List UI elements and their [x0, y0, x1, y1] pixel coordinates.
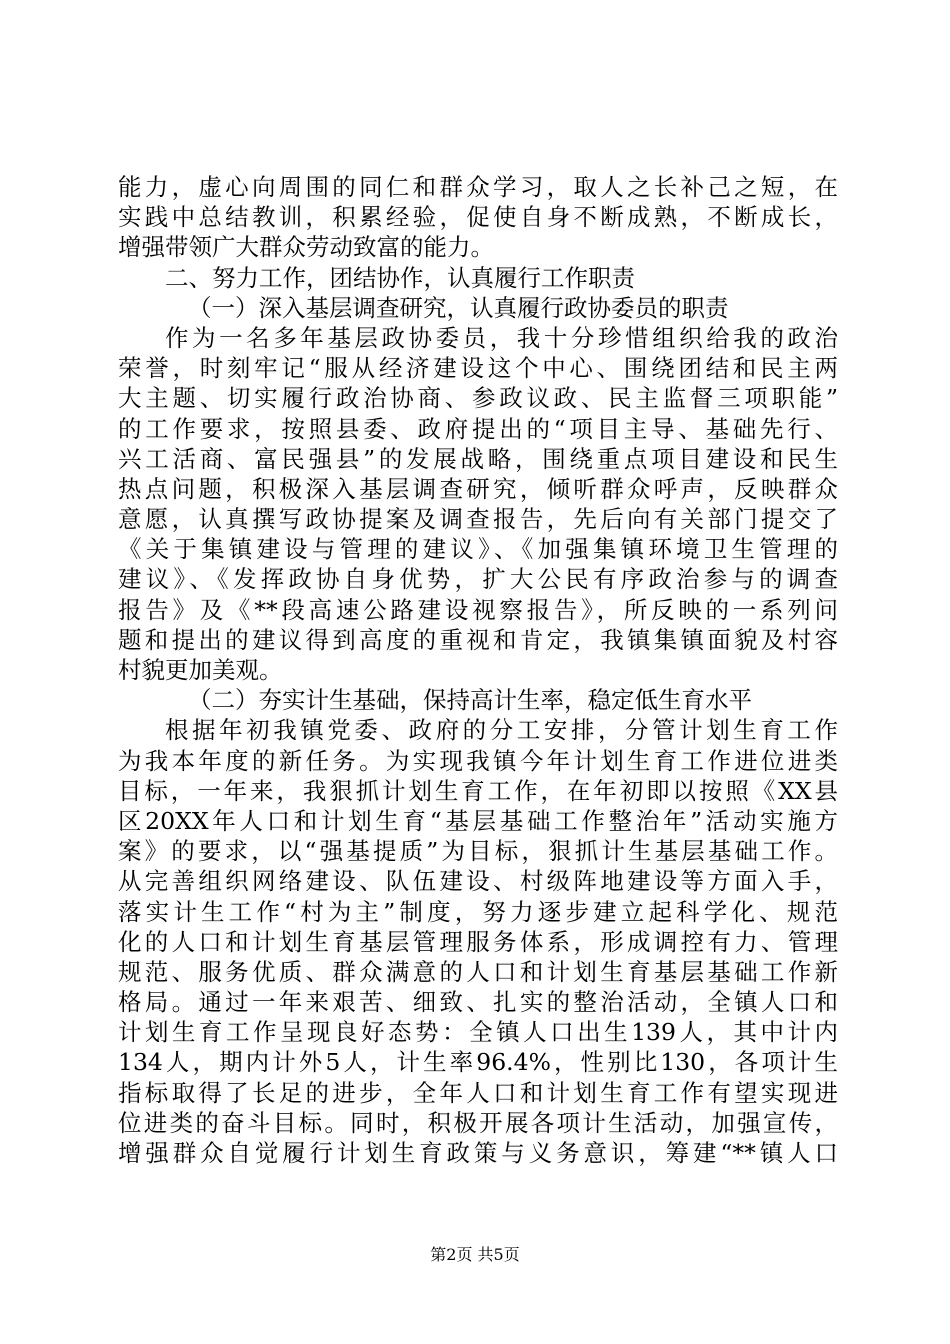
text-line: 从完善组织网络建设、队伍建设、村级阵地建设等方面入手， [118, 867, 838, 896]
text-line: 格局。通过一年来艰苦、细致、扎实的整治活动，全镇人口和 [118, 988, 838, 1017]
text-line: 实践中总结教训，积累经验，促使自身不断成熟，不断成长， [118, 203, 838, 232]
section-heading: 二、努力工作，团结协作，认真履行工作职责 [165, 263, 635, 292]
text-line: 《关于集镇建设与管理的建议》、《加强集镇环境卫生管理的 [118, 535, 838, 564]
text-line: 案》的要求，以“强基提质”为目标，狠抓计生基层基础工作。 [118, 837, 838, 866]
text-line: 作为一名多年基层政协委员，我十分珍惜组织给我的政治 [165, 323, 838, 352]
page-footer [0, 1245, 950, 1265]
subsection-heading: （二）夯实计生基础，保持高计生率，稳定低生育水平 [188, 686, 752, 715]
text-line: 区20XX年人口和计划生育“基层基础工作整治年”活动实施方 [118, 806, 838, 835]
text-line: 建议》、《发挥政协自身优势，扩大公民有序政治参与的调查 [118, 565, 838, 594]
text-line: 根据年初我镇党委、政府的分工安排，分管计划生育工作 [165, 716, 838, 745]
text-line: 能力，虚心向周围的同仁和群众学习，取人之长补己之短，在 [118, 173, 838, 201]
document-body [118, 172, 838, 1168]
text-line: 指标取得了长足的进步，全年人口和计划生育工作有望实现进 [118, 1078, 838, 1107]
text-line: 荣誉，时刻牢记“服从经济建设这个中心、围绕团结和民主两 [118, 354, 838, 383]
text-line: 134人，期内计外5人，计生率96.4%，性别比130，各项计生 [118, 1048, 838, 1077]
text-line: 题和提出的建议得到高度的重视和肯定，我镇集镇面貌及村容 [118, 625, 838, 654]
text-line: 为我本年度的新任务。为实现我镇今年计划生育工作进位进类 [118, 746, 838, 775]
text-line: 热点问题，积极深入基层调查研究，倾听群众呼声，反映群众 [118, 474, 838, 503]
text-line: 意愿，认真撰写政协提案及调查报告，先后向有关部门提交了 [118, 505, 838, 534]
text-line: 报告》及《**段高速公路建设视察报告》，所反映的一系列问 [118, 595, 838, 624]
text-line: 落实计生工作“村为主”制度，努力逐步建立起科学化、规范 [118, 897, 838, 926]
text-line: 的工作要求，按照县委、政府提出的“项目主导、基础先行、 [118, 414, 838, 443]
text-line: 增强群众自觉履行计划生育政策与义务意识，筹建“**镇人口 [118, 1139, 838, 1167]
text-line: 增强带领广大群众劳动致富的能力。 [118, 233, 494, 262]
text-line: 规范、服务优质、群众满意的人口和计划生育基层基础工作新 [118, 957, 838, 986]
text-line: 兴工活商、富民强县”的发展战略，围绕重点项目建设和民生 [118, 444, 838, 473]
text-line: 村貌更加美观。 [118, 656, 283, 684]
text-line: 化的人口和计划生育基层管理服务体系，形成调控有力、管理 [118, 927, 838, 956]
text-line: 计划生育工作呈现良好态势：全镇人口出生139人，其中计内 [118, 1018, 838, 1047]
page-number: 第2页 共5页 [430, 1245, 520, 1264]
text-line: 大主题、切实履行政治协商、参政议政、民主监督三项职能” [118, 384, 838, 413]
subsection-heading: （一）深入基层调查研究，认真履行政协委员的职责 [188, 293, 729, 322]
text-line: 位进类的奋斗目标。同时，积极开展各项计生活动，加强宣传， [118, 1108, 838, 1137]
text-line: 目标，一年来，我狠抓计划生育工作，在年初即以按照《XX县 [118, 776, 838, 805]
